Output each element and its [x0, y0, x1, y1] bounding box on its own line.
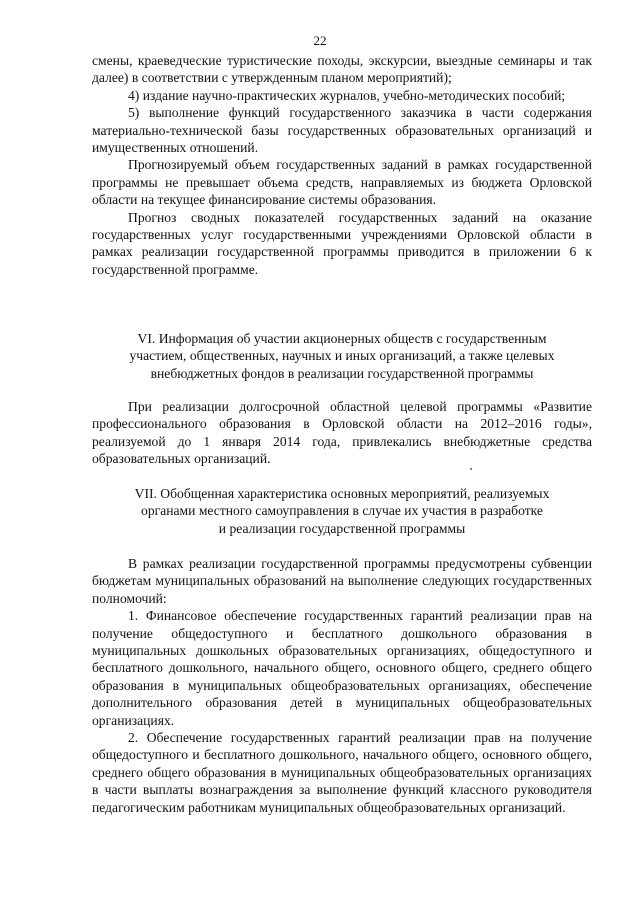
heading-line: участием, общественных, научных и иных организаций, а также целевых	[129, 348, 555, 364]
page-number: 22	[313, 33, 327, 48]
section-6-body	[92, 398, 592, 468]
section-7-heading	[92, 485, 592, 537]
heading-line: VII. Обобщенная характеристика основных мероприятий, реализуемых	[134, 486, 550, 501]
section-6-heading	[92, 330, 592, 382]
list-item-4: 4) издание научно-практических журналов, учебно-методических пособий;	[128, 87, 566, 103]
paragraph-subventions: В рамках реализации государственной программы предусмотрены субвенции бюджетам муниципальных образований на выполнение следующих государственных полномочий:	[92, 556, 592, 606]
heading-line: и реализации государственной программы	[218, 520, 466, 536]
list-item-2: 2. Обеспечение государственных гарантий реализации прав на получение общедоступного и бесплатного дошкольного, начального общего, основного общего, среднего общего образования в муниципальных общеобразовательных организациях в части выплаты вознаграждения за выполнение функций классного руководителя педагогическим работникам муниципальных общеобразовательных организаций.	[92, 730, 592, 815]
paragraph-forecast-indicators: Прогноз сводных показателей государственных заданий на оказание государственных услуг государственными учреждениями Орловской области в рамках реализации государственной программы приводится в приложении 6 к государственной программе.	[92, 209, 592, 277]
list-item-5: 5) выполнение функций государственного заказчика в части содержания материально-технической базы государственных образовательных организаций и имущественных отношений.	[92, 105, 592, 156]
heading-line: внебюджетных фондов в реализации государственной программы	[150, 365, 534, 381]
heading-line: VI. Информация об участии акционерных обществ с государственным	[137, 331, 547, 346]
scan-speck	[470, 468, 472, 470]
list-item-1: 1. Финансовое обеспечение государственных гарантий реализации прав на получение общедоступного и бесплатного дошкольного образования в муниципальных дошкольных образовательных организациях, общедоступного и бесплатного дошкольного, начального общего, основного общего, среднего общего образования в муниципальных общеобразовательных организациях, обеспечение дополнительного образования детей в муниципальных общеобразовательных организациях.	[92, 608, 592, 728]
top-text-block	[92, 52, 592, 278]
paragraph-continuation: смены, краеведческие туристические походы, экскурсии, выездные семинары и так далее) в соответствии с утвержденным планом мероприятий);	[92, 53, 592, 86]
section-7-body	[92, 555, 592, 816]
heading-line: органами местного самоуправления в случае их участия в разработке	[141, 503, 543, 519]
paragraph-extrabudgetary: При реализации долгосрочной областной целевой программы «Развитие профессионального образования в Орловской области на 2012–2016 годы», реализуемой до 1 января 2014 года, привлекались внебюджетные средства образовательных организаций.	[92, 399, 592, 467]
paragraph-forecast-volume: Прогнозируемый объем государственных заданий в рамках государственной программы не превышает объема средств, направляемых из бюджета Орловской области на текущее финансирование системы образования.	[92, 157, 592, 208]
